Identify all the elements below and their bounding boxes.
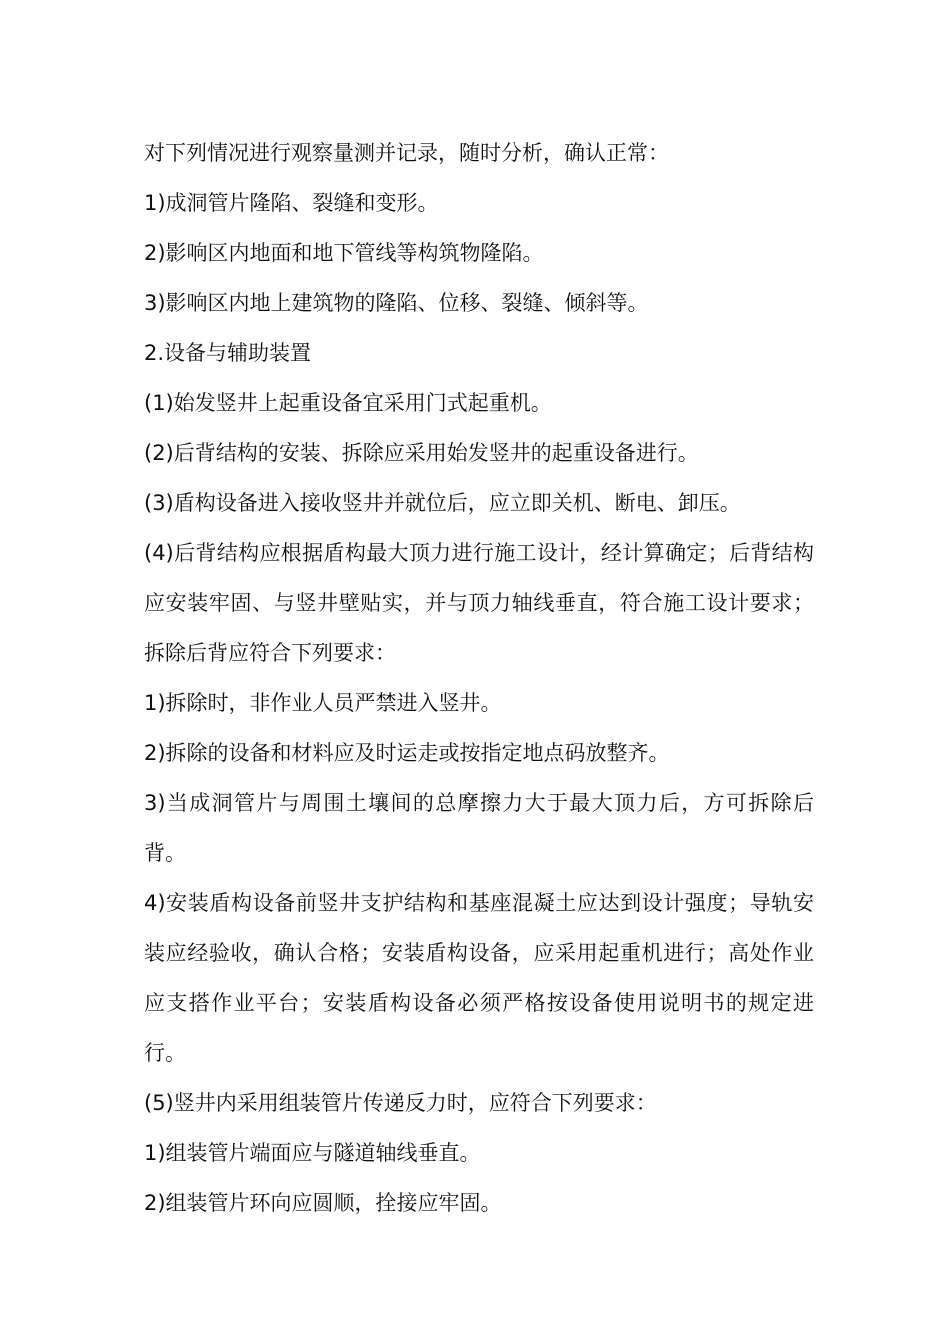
paragraph-clause-3-shield-shutdown: (3)盾构设备进入接收竖井并就位后，应立即关机、断电、卸压。 — [144, 491, 741, 515]
paragraph-clause-5-reaction-force: (5)竖井内采用组装管片传递反力时，应符合下列要求： — [144, 1091, 657, 1115]
paragraph-item-2-underground-pipelines: 2)影响区内地面和地下管线等构筑物隆陷。 — [144, 241, 544, 265]
paragraph-observation-intro: 对下列情况进行观察量测并记录，随时分析，确认正常： — [144, 141, 669, 165]
paragraph-removal-item-4: 4)安装盾构设备前竖井支护结构和基座混凝土应达到设计强度；导轨安装应经验收，确认合格；安装盾构设备，应采用起重机进行；高处作业应支搭作业平台；安装盾构设备必须严格按设备使用说明书的规定进行。 — [144, 891, 814, 1065]
paragraph-assembly-item-1: 1)组装管片端面应与隧道轴线垂直。 — [144, 1141, 481, 1165]
paragraph-item-1-segment-settlement: 1)成洞管片隆陷、裂缝和变形。 — [144, 191, 439, 215]
document-page — [144, 128, 814, 1228]
paragraph-assembly-item-2: 2)组装管片环向应圆顺，拴接应牢固。 — [144, 1191, 502, 1215]
paragraph-clause-2-back-structure-install: (2)后背结构的安装、拆除应采用始发竖井的起重设备进行。 — [144, 441, 699, 465]
paragraph-item-3-surface-buildings: 3)影响区内地上建筑物的隆陷、位移、裂缝、倾斜等。 — [144, 291, 649, 315]
paragraph-removal-item-3: 3)当成洞管片与周围土壤间的总摩擦力大于最大顶力后，方可拆除后背。 — [144, 791, 814, 865]
paragraph-removal-item-1: 1)拆除时，非作业人员严禁进入竖井。 — [144, 691, 502, 715]
paragraph-clause-1-crane: (1)始发竖井上起重设备宜采用门式起重机。 — [144, 391, 552, 415]
paragraph-clause-4-back-structure-design: (4)后背结构应根据盾构最大顶力进行施工设计，经计算确定；后背结构应安装牢固、与竖井壁贴实，并与顶力轴线垂直，符合施工设计要求；拆除后背应符合下列要求： — [144, 541, 814, 665]
paragraph-removal-item-2: 2)拆除的设备和材料应及时运走或按指定地点码放整齐。 — [144, 741, 670, 765]
section-heading-equipment: 2.设备与辅助装置 — [144, 341, 312, 365]
